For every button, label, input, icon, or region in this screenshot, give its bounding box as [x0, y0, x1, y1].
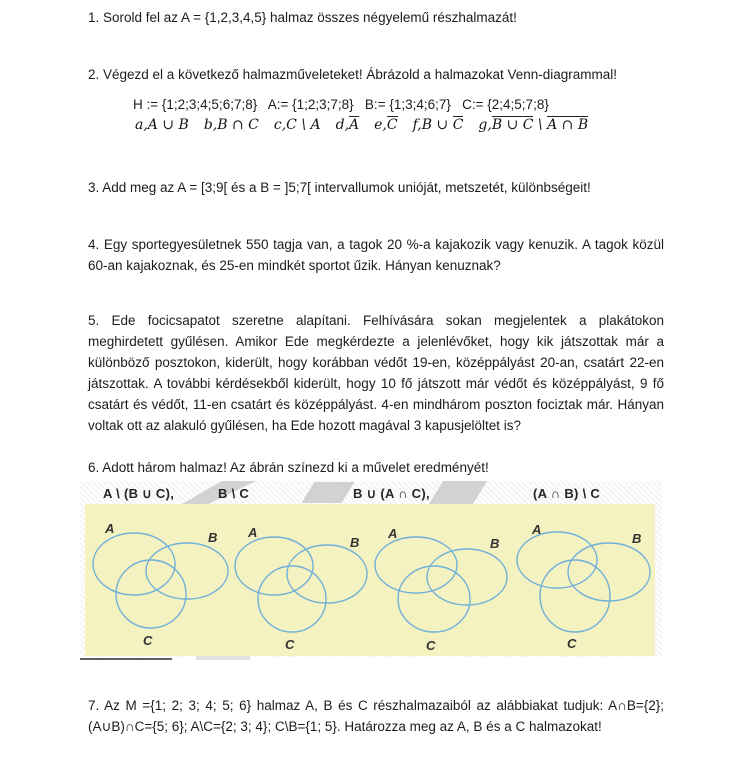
- set-label-A: A: [248, 525, 258, 540]
- set-circle-C: [540, 560, 610, 632]
- problem-7-text: 7. Az M ={1; 2; 3; 4; 5; 6} halmaz A, B és C részhalmazaiból az alábbiakat tudjuk: A∩B={2}; (A∪B)∩C={5; 6}; A\C={2; 3; 4}; C\B={1; 5}. Határozza meg az A, B és a C halmazokat!: [88, 698, 664, 734]
- problem-6-text: 6. Adott három halmaz! Az ábrán színezd ki a művelet eredményét!: [88, 460, 489, 475]
- operation-label-3: B ∪ (A ∩ C),: [353, 486, 430, 501]
- venn-diagram-4: [517, 522, 650, 651]
- venn-diagram-2: [235, 525, 367, 652]
- set-circle-A: [517, 532, 597, 588]
- venn-diagram-figure: [80, 481, 662, 657]
- set-label-C: C: [285, 637, 295, 652]
- expression: d,: [335, 117, 350, 133]
- set-circle-A: [375, 537, 457, 593]
- watermark-shape: [429, 481, 487, 504]
- venn-diagrams-svg: [85, 504, 655, 656]
- problem-2-operations: [135, 117, 588, 133]
- math-operation: [413, 117, 464, 133]
- watermark-shape: [301, 482, 354, 503]
- scan-artifact-smudge: [196, 656, 250, 660]
- problem-2-sets: H := {1;2;3;4;5;6;7;8} A:= {1;2;3;7;8} B:= {1;3;4;6;7} C:= {2;4;5;7;8}: [133, 97, 549, 112]
- venn-diagram-3: [375, 526, 507, 653]
- expression: f,B ∪: [412, 117, 453, 133]
- set-label-B: B: [350, 535, 360, 550]
- overline-expression: C: [386, 117, 398, 133]
- venn-diagram-1: [93, 521, 228, 648]
- set-circle-B: [146, 543, 228, 599]
- overline-expression: B ∪ C: [491, 117, 534, 133]
- operation-label-1: A \ (B ∪ C),: [103, 486, 175, 501]
- expression: e,: [374, 117, 387, 133]
- set-circle-B: [427, 549, 507, 605]
- math-operation: [204, 117, 259, 133]
- problem-5-text: 5. Ede focicsapatot szeretne alapítani. Felhívására sokan megjelentek a plakátokon meghirdetett gyűlésen. Amikor Ede megkérdezte a jelenlévőket, hogy kik játszottak már a különböző posztokon, kiderült, hogy korábban védőt 19-en, középpályást 20-an, csatárt 22-en játszottak. A további kérdésekből kiderült, hogy 10 fő játszott már védőt és középpályást, 9 fő csatárt és védőt, 11-en csatárt és középpályást. 4-en mindhárom poszton fociztak már. Hányan voltak ott az alakuló gyűlésen, ha Ede hozott magával 3 kapusjelöltet is?: [88, 313, 664, 433]
- set-circle-C: [398, 566, 470, 632]
- operation-label-4: (A ∩ B) \ C: [533, 486, 601, 501]
- set-label-C: C: [567, 636, 577, 651]
- set-label-A: A: [388, 526, 398, 541]
- set-label-B: B: [208, 530, 218, 545]
- set-label-B: B: [490, 536, 500, 551]
- set-circle-B: [568, 543, 650, 601]
- overline-expression: A: [349, 117, 360, 133]
- overline-expression: A ∩ B: [547, 117, 589, 133]
- figure-header: [80, 481, 662, 504]
- problem-1-text: 1. Sorold fel az A = {1,2,3,4,5} halmaz összes négyelemű részhalmazát!: [88, 10, 517, 25]
- expression: b,B ∩ C: [203, 117, 259, 133]
- math-operation: [374, 117, 397, 133]
- venn-canvas: [85, 504, 655, 656]
- problem-3-text: 3. Add meg az A = [3;9[ és a B = ]5;7[ intervallumok unióját, metszetét, különbségeit!: [88, 180, 591, 195]
- problem-4-text: 4. Egy sportegyesületnek 550 tagja van, a tagok 20 %-a kajakozik vagy kenuzik. A tagok közül 60-an kajakoznak, és 25-en mindkét sportot űzik. Hányan kenuznak?: [88, 237, 664, 273]
- scan-artifact-line: [80, 658, 172, 660]
- problem-2-text: 2. Végezd el a következő halmazműveleteket! Ábrázold a halmazokat Venn-diagrammal!: [88, 67, 618, 82]
- set-label-A: A: [105, 521, 115, 536]
- math-operation: [274, 117, 321, 133]
- set-circle-B: [287, 545, 367, 603]
- expression: c,C \ A: [273, 117, 321, 133]
- expression: \: [533, 117, 548, 133]
- operation-label-2: B \ C: [218, 486, 250, 501]
- set-label-A: A: [532, 522, 542, 537]
- set-circle-A: [235, 537, 313, 595]
- expression: a,A ∪ B: [135, 117, 189, 133]
- set-label-C: C: [143, 633, 153, 648]
- math-operation: [135, 117, 189, 133]
- expression: g,: [478, 117, 492, 133]
- set-label-B: B: [632, 531, 642, 546]
- math-operation: [336, 117, 360, 133]
- math-operation: [478, 117, 588, 133]
- overline-expression: C: [452, 117, 464, 133]
- set-circle-C: [258, 566, 326, 632]
- set-label-C: C: [426, 638, 436, 653]
